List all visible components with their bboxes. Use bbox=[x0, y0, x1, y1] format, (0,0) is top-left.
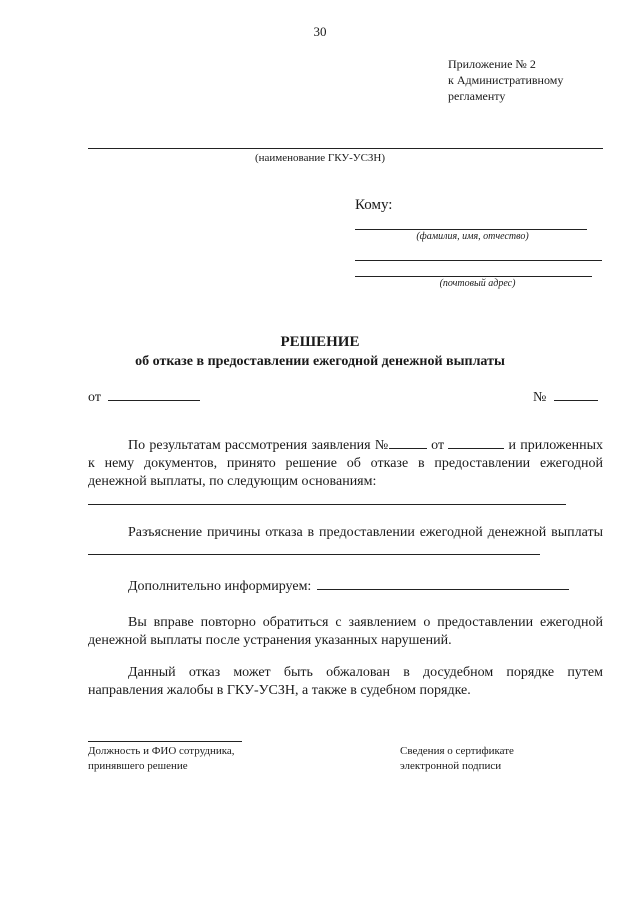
grounds-blank-line bbox=[88, 504, 566, 505]
signature-employee bbox=[88, 744, 235, 774]
recipient-address-caption: (почтовый адрес) bbox=[439, 278, 516, 289]
number-label: № bbox=[533, 390, 547, 405]
date-label: от bbox=[88, 390, 101, 405]
recipient-label: Кому: bbox=[355, 197, 393, 213]
explanation-blank bbox=[88, 542, 540, 555]
org-name-line bbox=[88, 148, 603, 149]
document-title: РЕШЕНИЕ bbox=[280, 334, 360, 350]
page-number: 30 bbox=[313, 24, 327, 39]
recipient-address-line-1 bbox=[355, 260, 602, 261]
additional-info-blank bbox=[317, 577, 569, 590]
appendix-line-3: регламенту bbox=[448, 89, 506, 103]
paragraph-reapply: Вы вправе повторно обратиться с заявлением о предоставлении ежегодной денежной выплаты после устранения указанных нарушений. bbox=[88, 615, 603, 648]
appendix-note bbox=[448, 56, 563, 104]
signature-employee-line-1: Должность и ФИО сотрудника, bbox=[88, 745, 235, 757]
signature-employee-line-2: принявшего решение bbox=[88, 760, 188, 772]
recipient-fio-line bbox=[355, 229, 587, 230]
application-number-blank bbox=[389, 436, 427, 449]
appendix-line-2: к Административному bbox=[448, 73, 564, 87]
additional-info-text: Дополнительно информируем: bbox=[128, 579, 312, 594]
appendix-line-1: Приложение № 2 bbox=[448, 57, 536, 71]
signature-certificate bbox=[400, 744, 514, 774]
document-subtitle: об отказе в предоставлении ежегодной денежной выплаты bbox=[135, 354, 505, 369]
paragraph-appeal: Данный отказ может быть обжалован в досудебном порядке путем направления жалобы в ГКУ-УСЗН, а также в судебном порядке. bbox=[88, 665, 603, 698]
grounds-text-a: По результатам рассмотрения заявления № bbox=[128, 438, 389, 453]
number-blank bbox=[554, 388, 598, 401]
paragraph-grounds bbox=[88, 436, 603, 491]
application-date-blank bbox=[448, 436, 504, 449]
paragraph-explanation bbox=[88, 524, 603, 561]
decision-number bbox=[533, 388, 598, 406]
org-name-caption: (наименование ГКУ-УСЗН) bbox=[254, 152, 386, 164]
date-blank bbox=[108, 388, 200, 401]
recipient-address-line-2 bbox=[355, 276, 592, 277]
explanation-text: Разъяснение причины отказа в предоставлении ежегодной денежной выплаты bbox=[128, 525, 603, 540]
decision-date bbox=[88, 388, 200, 406]
grounds-text-b: от bbox=[426, 438, 449, 453]
paragraph-additional-info bbox=[88, 577, 603, 596]
signature-certificate-line-2: электронной подписи bbox=[400, 760, 502, 772]
signature-certificate-line-1: Сведения о сертификате bbox=[400, 745, 514, 757]
signature-line bbox=[88, 741, 242, 742]
recipient-fio-caption: (фамилия, имя, отчество) bbox=[416, 231, 529, 242]
grounds-text-c: и приложенных к нему документов, принято решение об отказе в предоставлении ежегодной денежной выплаты, по следующим основаниям: bbox=[88, 438, 603, 489]
